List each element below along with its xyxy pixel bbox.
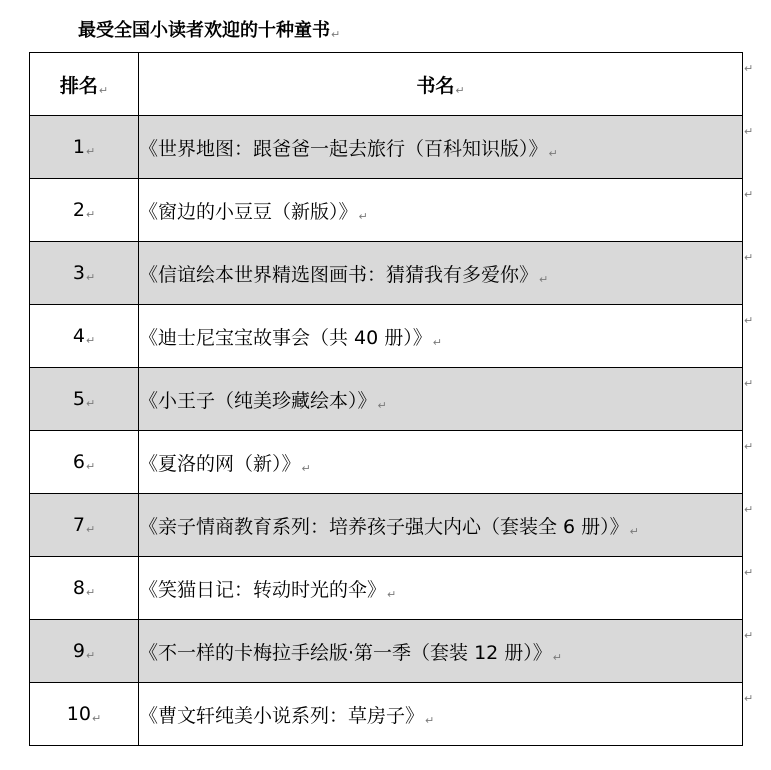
- table-row: [30, 431, 743, 494]
- rank-value: 6: [72, 451, 85, 473]
- book-title-header-label: 书名: [416, 74, 455, 97]
- table-header-row: [30, 53, 743, 116]
- book-title: 《曹文轩纯美小说系列：草房子》: [139, 704, 425, 727]
- book-title: 《夏洛的网（新）》: [139, 452, 301, 475]
- paragraph-mark: ↵: [358, 209, 368, 223]
- rank-cell: [30, 683, 139, 746]
- rank-cell: [30, 620, 139, 683]
- rank-value: 3: [72, 262, 85, 284]
- rank-value: 10: [66, 703, 91, 725]
- rank-value: 5: [72, 388, 85, 410]
- table-row: [30, 494, 743, 557]
- paragraph-mark: ↵: [539, 272, 549, 286]
- table-body: [30, 116, 743, 746]
- table-row: [30, 683, 743, 746]
- book-title-cell: [139, 494, 743, 557]
- rank-cell: [30, 305, 139, 368]
- paragraph-mark: ↵: [629, 524, 639, 538]
- table-row: [30, 368, 743, 431]
- book-title-cell: [139, 557, 743, 620]
- document-title: [78, 20, 340, 42]
- row-end-mark: ↵: [744, 125, 754, 138]
- rank-value: 1: [72, 136, 85, 158]
- rank-cell: [30, 494, 139, 557]
- rank-value: 2: [72, 199, 85, 221]
- row-end-mark: ↵: [744, 188, 754, 201]
- row-end-mark: ↵: [744, 692, 754, 705]
- paragraph-mark: ↵: [85, 334, 96, 347]
- paragraph-mark: ↵: [548, 146, 558, 160]
- paragraph-mark: ↵: [425, 713, 435, 727]
- paragraph-mark: ↵: [377, 398, 387, 412]
- paragraph-mark: ↵: [387, 587, 397, 601]
- table-row: [30, 557, 743, 620]
- book-ranking-table: [29, 52, 743, 746]
- book-title-cell: [139, 116, 743, 179]
- book-title: 《迪士尼宝宝故事会（共 40 册）》: [139, 326, 432, 349]
- rank-cell: [30, 431, 139, 494]
- table-row: [30, 179, 743, 242]
- book-title-cell: [139, 368, 743, 431]
- paragraph-mark: ↵: [85, 460, 96, 473]
- row-end-mark: ↵: [744, 566, 754, 579]
- paragraph-mark: ↵: [455, 83, 465, 97]
- table-row: [30, 116, 743, 179]
- book-title-cell: [139, 305, 743, 368]
- book-title: 《不一样的卡梅拉手绘版·第一季（套装 12 册）》: [139, 641, 552, 664]
- book-title: 《窗边的小豆豆（新版）》: [139, 200, 358, 223]
- table-row: [30, 242, 743, 305]
- book-title-cell: [139, 431, 743, 494]
- rank-cell: [30, 368, 139, 431]
- rank-value: 8: [72, 577, 85, 599]
- book-title: 《信谊绘本世界精选图画书：猜猜我有多爱你》: [139, 263, 539, 286]
- paragraph-mark: ↵: [91, 712, 102, 725]
- rank-value: 7: [72, 514, 85, 536]
- book-title-cell: [139, 620, 743, 683]
- rank-cell: [30, 557, 139, 620]
- book-title: 《世界地图：跟爸爸一起去旅行（百科知识版）》: [139, 137, 548, 160]
- paragraph-mark: ↵: [85, 523, 96, 536]
- book-title-cell: [139, 179, 743, 242]
- book-title-cell: [139, 683, 743, 746]
- rank-cell: [30, 242, 139, 305]
- document-title-text: 最受全国小读者欢迎的十种童书: [78, 20, 330, 41]
- paragraph-mark: ↵: [301, 461, 311, 475]
- row-end-mark: ↵: [744, 440, 754, 453]
- book-title-header: [139, 53, 743, 116]
- paragraph-mark: ↵: [85, 586, 96, 599]
- paragraph-mark: ↵: [432, 335, 442, 349]
- book-title: 《亲子情商教育系列：培养孩子强大内心（套装全 6 册）》: [139, 515, 629, 538]
- row-end-marks: [744, 52, 764, 752]
- paragraph-mark: ↵: [85, 397, 96, 410]
- table-row: [30, 620, 743, 683]
- row-end-mark: ↵: [744, 503, 754, 516]
- paragraph-mark: ↵: [552, 650, 563, 664]
- table-row: [30, 305, 743, 368]
- paragraph-mark: ↵: [85, 649, 96, 662]
- row-end-mark: ↵: [744, 251, 754, 264]
- book-title-cell: [139, 242, 743, 305]
- book-title: 《笑猫日记：转动时光的伞》: [139, 578, 387, 601]
- paragraph-mark: ↵: [85, 145, 96, 158]
- paragraph-mark: ↵: [85, 271, 96, 284]
- book-title: 《小王子（纯美珍藏绘本）》: [139, 389, 377, 412]
- row-end-mark: ↵: [744, 314, 754, 327]
- paragraph-mark: ↵: [98, 83, 109, 97]
- paragraph-mark: ↵: [331, 28, 341, 41]
- rank-header: [30, 53, 139, 116]
- rank-header-label: 排名: [59, 74, 98, 97]
- paragraph-mark: ↵: [85, 208, 96, 221]
- row-end-mark: ↵: [744, 62, 754, 75]
- row-end-mark: ↵: [744, 629, 754, 642]
- rank-cell: [30, 116, 139, 179]
- rank-cell: [30, 179, 139, 242]
- rank-value: 9: [72, 640, 85, 662]
- rank-value: 4: [72, 325, 85, 347]
- row-end-mark: ↵: [744, 377, 754, 390]
